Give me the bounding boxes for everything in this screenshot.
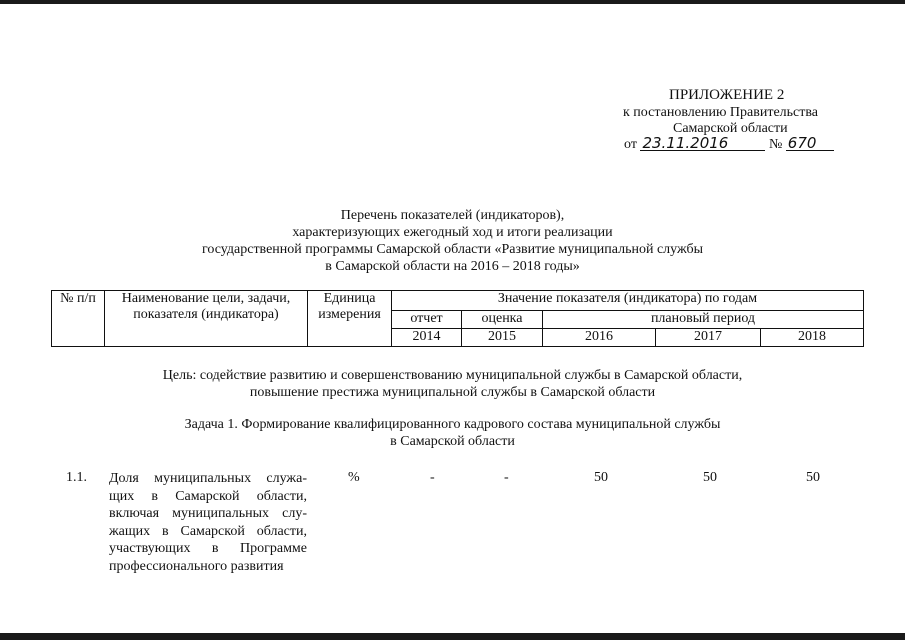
- row-name: Доля муниципальных служа-щих в Самарской области, включая муниципальных слу-жащих в Самарской области, участвующих в Программе профессионального развития: [109, 471, 307, 574]
- header-report: отчет: [392, 311, 462, 329]
- number-label: №: [768, 137, 783, 152]
- goal-line-2: повышение престижа муниципальной службы в Самарской области: [249, 385, 656, 400]
- appendix-title: ПРИЛОЖЕНИЕ 2: [669, 87, 785, 103]
- task-line-1: Задача 1. Формирование квалифицированного кадрового состава муниципальной службы: [184, 417, 721, 432]
- title-line-3: государственной программы Самарской области «Развитие муниципальной службы: [202, 242, 703, 257]
- row-value-2016: 50: [594, 470, 608, 485]
- header-2014: 2014: [392, 329, 462, 347]
- row-value-2018: 50: [806, 470, 820, 485]
- header-2016: 2016: [543, 329, 656, 347]
- from-label: от: [624, 137, 637, 152]
- appendix-date-line: [624, 136, 834, 154]
- handwritten-number: 670: [786, 136, 834, 151]
- document-title: [0, 207, 905, 275]
- header-2017: 2017: [656, 329, 761, 347]
- header-unit: Единица измерения: [308, 291, 392, 347]
- task-text: [0, 416, 905, 450]
- goal-text: [0, 367, 905, 401]
- scan-edge-bottom: [0, 633, 905, 640]
- appendix-line-1: к постановлению Правительства: [623, 105, 819, 120]
- row-num: 1.1.: [66, 470, 87, 485]
- row-value-2017: 50: [703, 470, 717, 485]
- header-2015: 2015: [462, 329, 543, 347]
- scan-edge-top: [0, 0, 905, 4]
- indicators-table-header: [51, 290, 864, 347]
- header-values-group: Значение показателя (индикатора) по годам: [392, 291, 864, 311]
- goal-line-1: Цель: содействие развитию и совершенствованию муниципальной службы в Самарской области,: [162, 368, 743, 383]
- title-line-2: характеризующих ежегодный ход и итоги реализации: [292, 225, 613, 240]
- header-planned: плановый период: [543, 311, 864, 329]
- handwritten-date: 23.11.2016: [640, 136, 765, 151]
- appendix-line-2: Самарской области: [673, 121, 788, 136]
- title-line-1: Перечень показателей (индикаторов),: [340, 208, 565, 223]
- task-line-2: в Самарской области: [390, 434, 515, 449]
- header-2018: 2018: [761, 329, 864, 347]
- header-name: Наименование цели, задачи, показателя (индикатора): [105, 291, 308, 347]
- title-line-4: в Самарской области на 2016 – 2018 годы»: [325, 259, 580, 274]
- row-value-2014: -: [430, 470, 435, 485]
- row-unit: %: [348, 470, 360, 485]
- header-estimate: оценка: [462, 311, 543, 329]
- header-num: № п/п: [52, 291, 105, 347]
- row-value-2015: -: [504, 470, 509, 485]
